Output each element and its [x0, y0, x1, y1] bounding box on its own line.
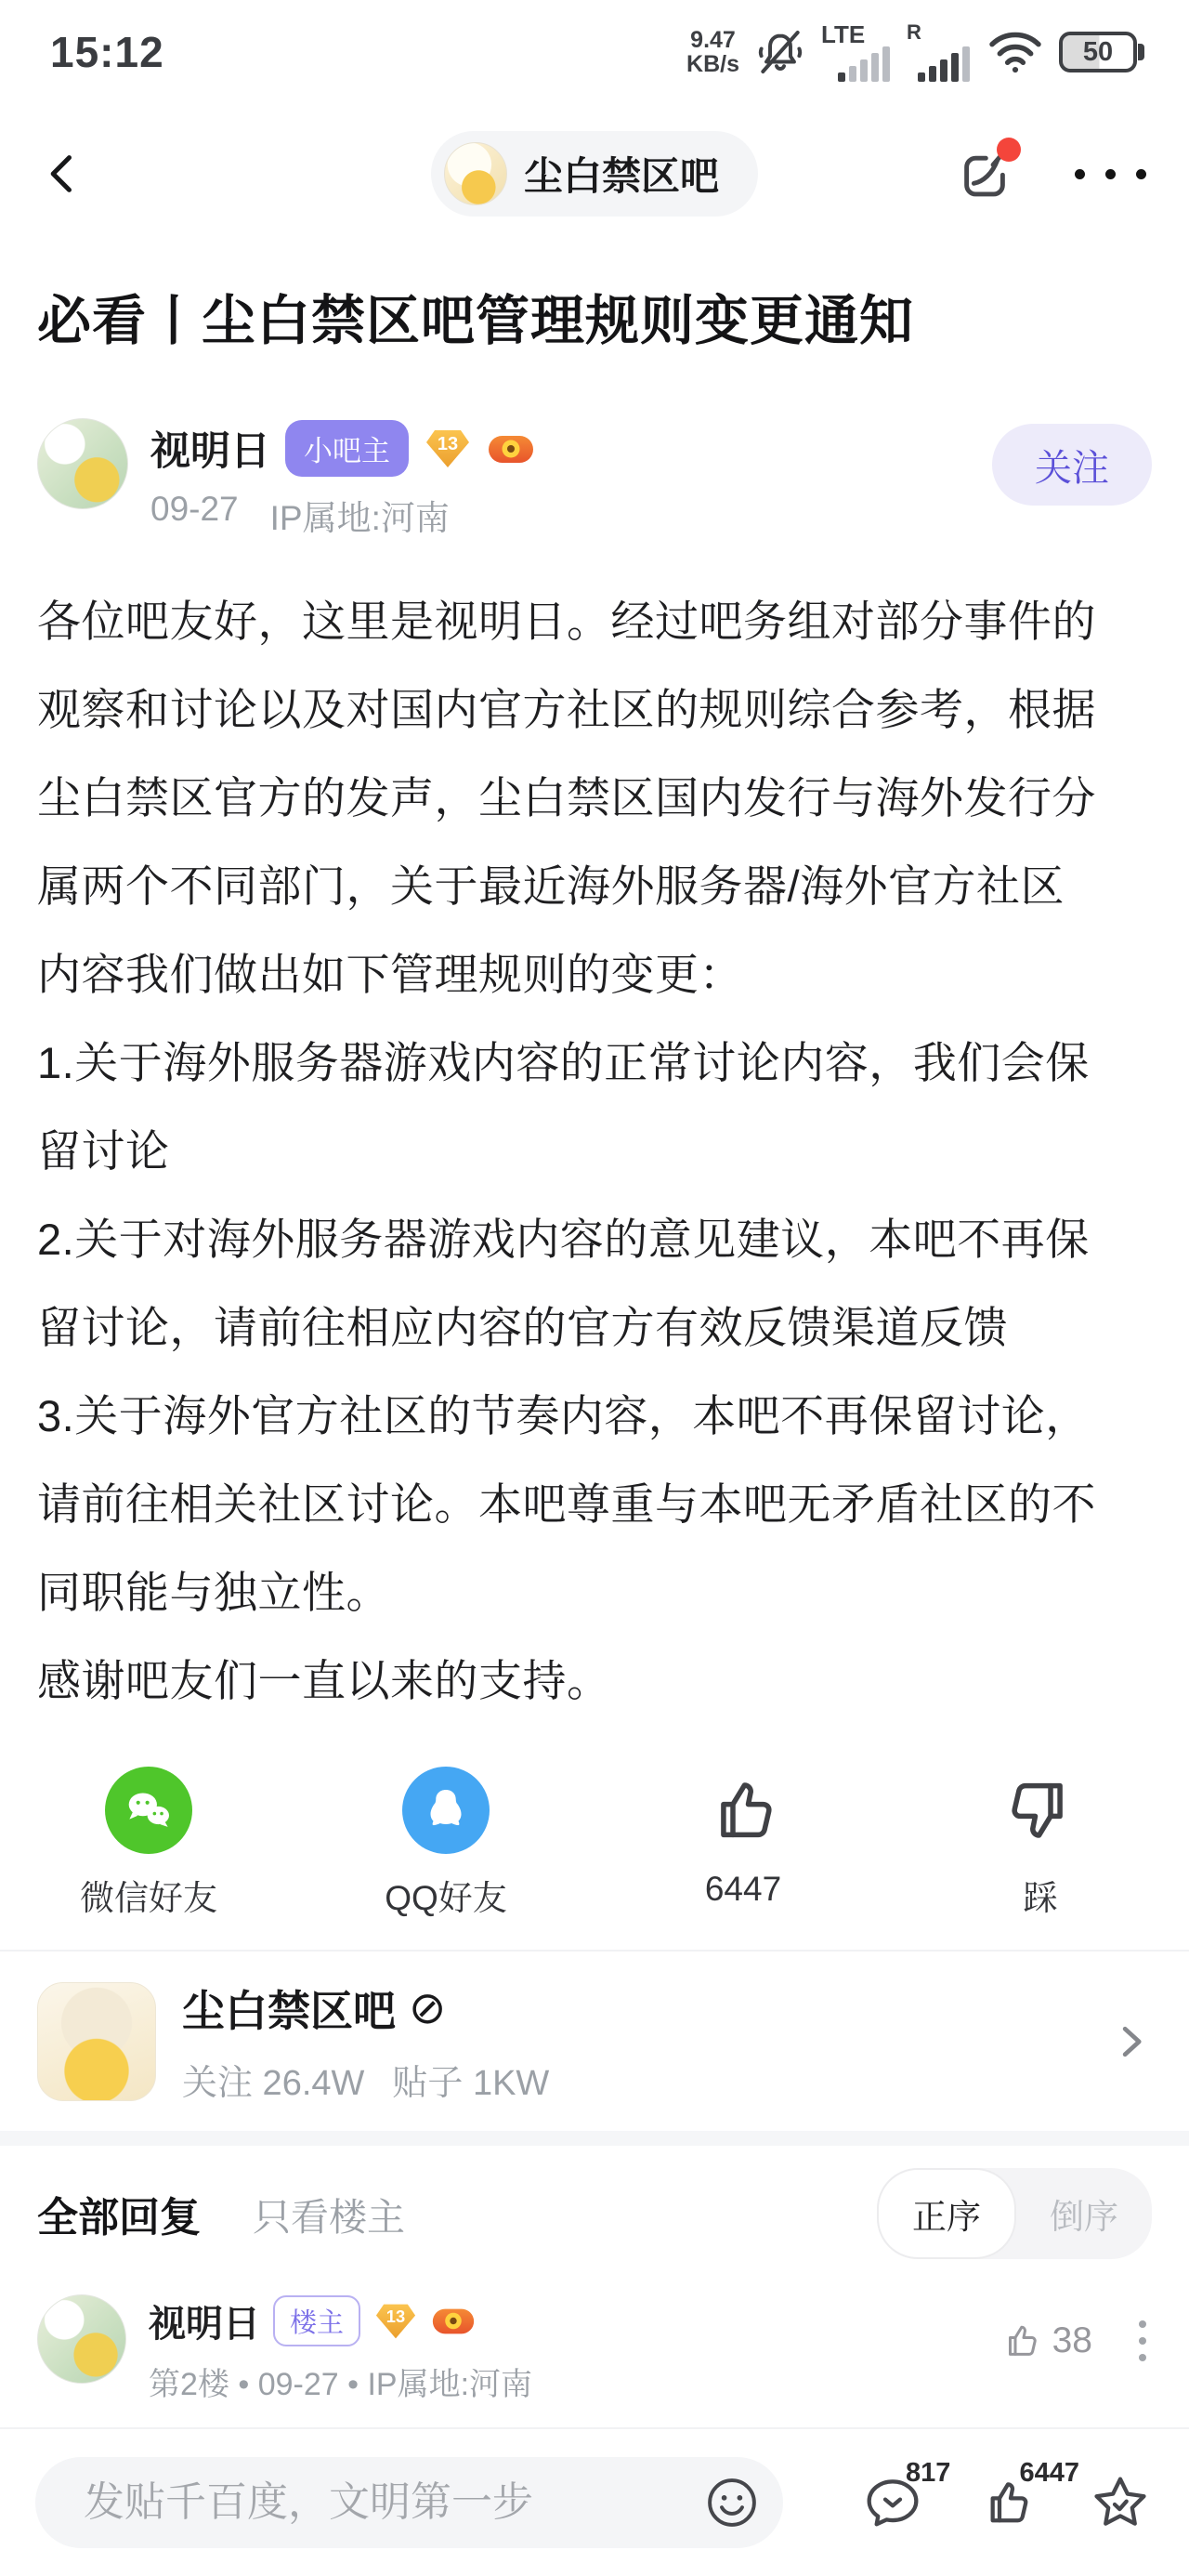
lte-signal-icon [821, 19, 892, 85]
body-line: 各位吧友好，这里是视明日。经过吧务组对部分事件的 [37, 597, 1096, 646]
sort-reverse-button[interactable]: 倒序 [1050, 2198, 1118, 2236]
forum-name-suffix: ⊘ [409, 1984, 447, 2033]
body-line: 内容我们做出如下管理规则的变更： [37, 950, 743, 999]
share-wechat[interactable] [0, 1766, 297, 1920]
forum-pill-name: 尘白禁区吧 [523, 154, 720, 198]
nav-actions [956, 104, 1146, 243]
favorite-button[interactable] [1091, 2473, 1150, 2532]
chevron-right-icon [1111, 2021, 1152, 2062]
post-ip-location: IP属地:河南 [269, 499, 450, 537]
nav-bar [0, 104, 1189, 243]
post-meta [150, 490, 535, 540]
author-row [37, 418, 1152, 540]
post-like-count: 6447 [704, 1870, 782, 1908]
reply-more-button[interactable] [1133, 2315, 1152, 2367]
back-button[interactable] [39, 140, 106, 207]
reply-gamepad-badge-icon [431, 2304, 476, 2338]
reply-item [0, 2281, 1189, 2404]
body-line: 1.关于海外服务器游戏内容的正常讨论内容，我们会保 [37, 1038, 1090, 1087]
reply-info [149, 2294, 532, 2404]
moderator-badge: 小吧主 [285, 420, 409, 477]
forum-card[interactable] [0, 1952, 1189, 2131]
level-badge [424, 427, 472, 471]
sort-toggle [877, 2168, 1152, 2259]
thumb-up-icon [702, 1769, 784, 1851]
roaming-label: R [907, 20, 921, 44]
notification-dot [997, 138, 1021, 162]
forum-info [182, 1978, 549, 2105]
body-line: 2.关于对海外服务器游戏内容的意见建议，本吧不再保 [37, 1215, 1090, 1264]
tab-author-only[interactable]: 只看楼主 [253, 2195, 405, 2239]
sort-forward-button[interactable]: 正序 [877, 2168, 1016, 2259]
network-speed-unit: KB/s [686, 51, 739, 77]
forum-avatar [37, 1982, 156, 2101]
post-date: 09-27 [150, 490, 239, 528]
share-bar [0, 1766, 1189, 1920]
reply-like-count: 38 [1052, 2320, 1092, 2360]
toolbar-like-count: 6447 [1019, 2458, 1080, 2488]
battery-icon [1059, 32, 1137, 72]
gamepad-badge-icon [487, 430, 535, 467]
status-icons [686, 19, 1137, 85]
comments-button[interactable] [863, 2458, 951, 2532]
compose-button[interactable] [956, 145, 1013, 203]
network-speed-value: 9.47 [690, 27, 736, 53]
reply-input[interactable] [35, 2457, 703, 2548]
svg-text:13: 13 [437, 433, 459, 454]
forum-name: 尘白禁区吧 [182, 1987, 396, 2035]
bottom-toolbar [0, 2427, 1189, 2576]
body-line: 属两个不同部门，关于最近海外服务器/海外官方社区 [37, 861, 1065, 911]
body-line: 3.关于海外官方社区的节奏内容，本吧不再保留讨论， [37, 1391, 1090, 1440]
wechat-label: 微信好友 [80, 1879, 217, 1917]
reply-meta: 第2楼 • 09-27 • IP属地:河南 [149, 2367, 533, 2402]
wifi-icon [986, 29, 1044, 75]
mute-bell-icon [754, 26, 806, 78]
body-line: 尘白禁区官方的发声，尘白禁区国内发行与海外发行分 [37, 773, 1096, 822]
toolbar-like-button[interactable] [977, 2458, 1080, 2532]
network-speed [686, 28, 739, 76]
roaming-signal-icon [907, 19, 972, 85]
svg-text:13: 13 [385, 2306, 406, 2326]
reply-level-badge [373, 2301, 418, 2342]
forum-posts: 贴子 1KW [392, 2064, 550, 2103]
post-title: 必看丨尘白禁区吧管理规则变更通知 [37, 291, 915, 351]
battery-level: 50 [1082, 36, 1114, 67]
body-line: 请前往相关社区讨论。本吧尊重与本吧无矛盾社区的不 [37, 1479, 1096, 1529]
dislike-label: 踩 [1023, 1879, 1058, 1917]
body-line: 感谢吧友们一直以来的支持。 [37, 1656, 611, 1705]
reply-actions [999, 2294, 1152, 2367]
body-line: 观察和讨论以及对国内官方社区的规则综合参考，根据 [37, 685, 1096, 734]
qq-label: QQ好友 [385, 1879, 507, 1917]
wechat-icon [105, 1767, 192, 1854]
reply-thumb-up-icon[interactable] [999, 2319, 1043, 2363]
replies-header [0, 2146, 1189, 2281]
more-menu-button[interactable] [1075, 160, 1146, 189]
body-line: 留讨论，请前往相应内容的官方有效反馈渠道反馈 [37, 1303, 1008, 1352]
like-post-button[interactable] [594, 1766, 892, 1920]
network-type-label: LTE [821, 20, 866, 48]
status-bar [0, 0, 1189, 104]
body-line: 同职能与独立性。 [37, 1568, 390, 1617]
op-badge: 楼主 [273, 2295, 360, 2346]
section-gap [0, 2131, 1189, 2146]
body-line: 留讨论 [37, 1126, 170, 1176]
author-name[interactable]: 视明日 [150, 429, 270, 474]
thumb-down-icon [1000, 1769, 1081, 1851]
clock: 15:12 [50, 28, 164, 76]
author-avatar[interactable] [37, 418, 128, 509]
emoji-button[interactable] [703, 2474, 761, 2531]
dislike-post-button[interactable] [892, 1766, 1189, 1920]
reply-input-pill [35, 2457, 783, 2548]
author-info [150, 418, 535, 540]
forum-followers: 关注 26.4W [182, 2064, 365, 2103]
toolbar-actions [783, 2458, 1154, 2532]
qq-icon [402, 1767, 490, 1854]
reply-author-avatar[interactable] [37, 2294, 126, 2384]
toolbar-comment-count: 817 [906, 2458, 951, 2488]
share-qq[interactable] [297, 1766, 594, 1920]
reply-author-name[interactable]: 视明日 [149, 2304, 260, 2345]
post-body [37, 577, 1152, 1725]
tab-all-replies[interactable]: 全部回复 [37, 2195, 201, 2241]
forum-pill[interactable] [431, 131, 758, 217]
forum-pill-avatar [444, 142, 507, 205]
follow-button[interactable]: 关注 [992, 424, 1152, 506]
